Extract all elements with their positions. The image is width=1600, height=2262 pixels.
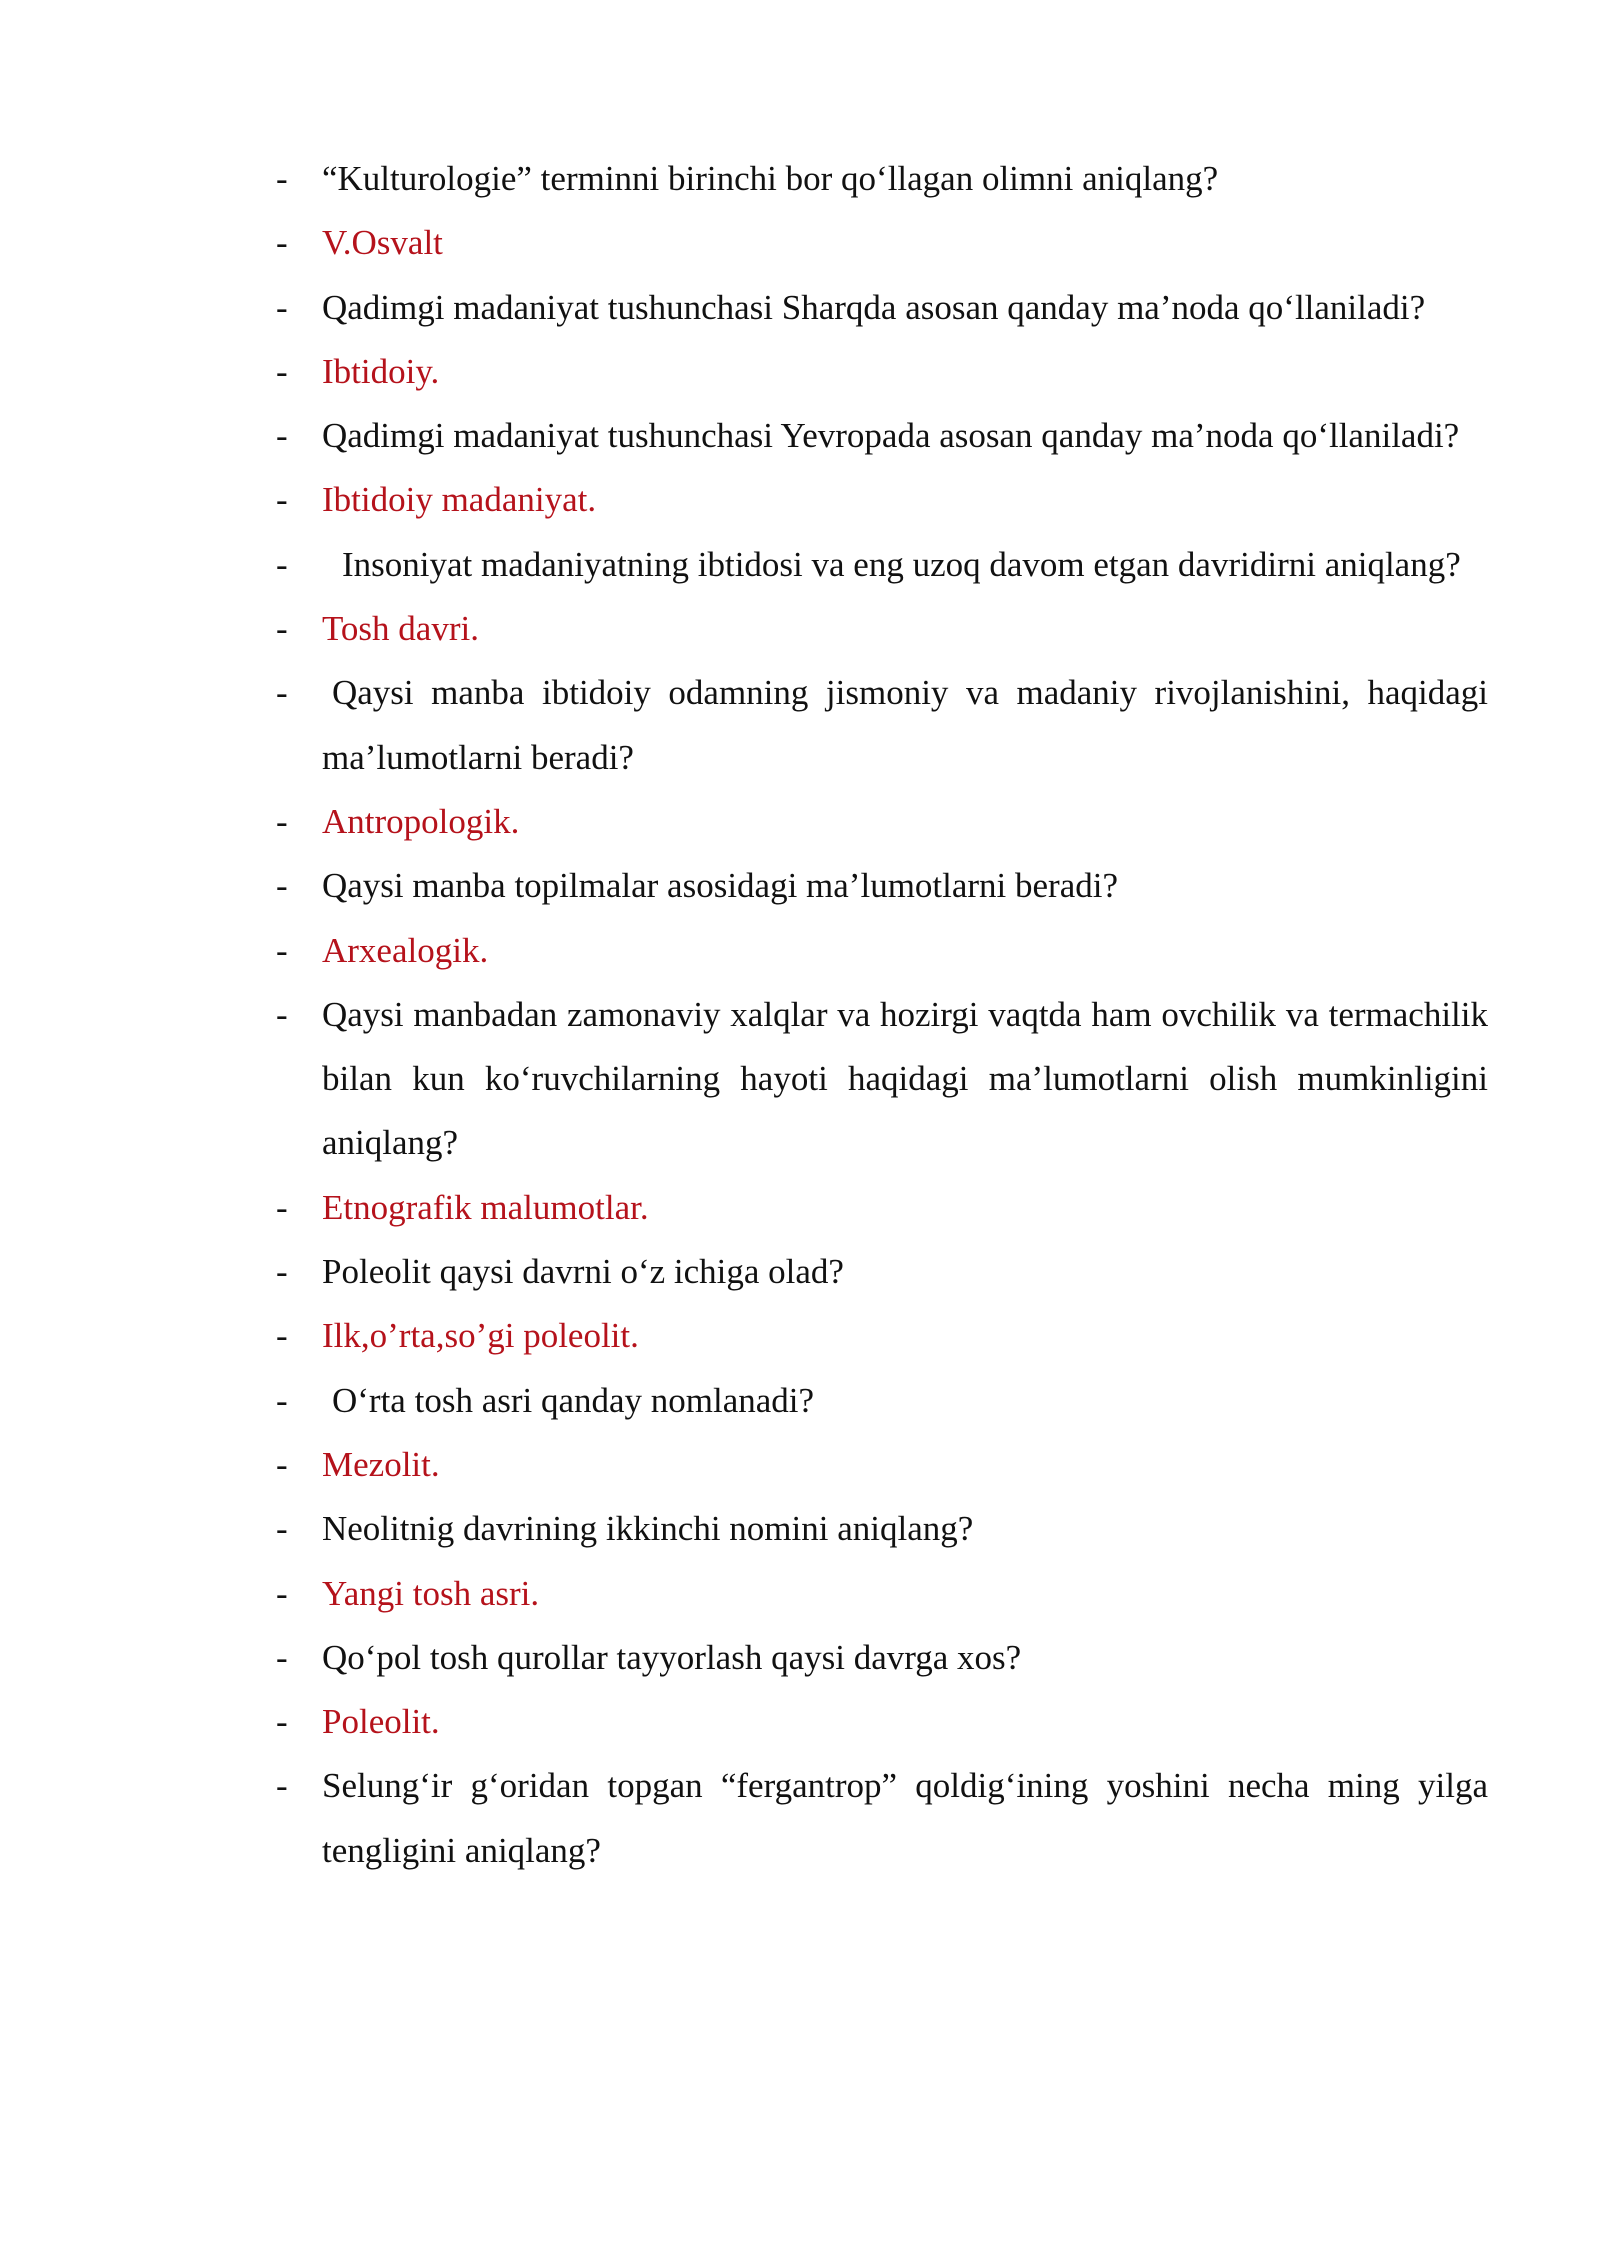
question-item bbox=[270, 854, 1488, 918]
list-dash: - bbox=[276, 1187, 288, 1227]
answer-text: Tosh davri. bbox=[322, 609, 479, 649]
question-item bbox=[270, 533, 1488, 597]
answer-item bbox=[270, 211, 1488, 275]
list-dash: - bbox=[276, 1766, 288, 1806]
list-dash: - bbox=[276, 866, 288, 906]
list-dash: - bbox=[276, 159, 288, 198]
question-text: Qadimgi madaniyat tushunchasi Yevropada asosan qanday ma’noda qo‘llaniladi? bbox=[322, 416, 1460, 456]
question-item bbox=[270, 1240, 1488, 1304]
question-text: Qaysi manba topilmalar asosidagi ma’lumotlarni beradi? bbox=[322, 866, 1119, 906]
list-dash: - bbox=[276, 223, 288, 263]
answer-text: Antropologik. bbox=[322, 801, 520, 841]
question-text: Qaysi manbadan zamonaviy xalqlar va hozirgi vaqtda ham ovchilik va termachilik bilan kun ko‘ruvchilarning hayoti haqidagi ma’lumotlarni olish mumkinligini aniqlang? bbox=[322, 994, 1488, 1163]
question-text: O‘rta tosh asri qanday nomlanadi? bbox=[332, 1380, 815, 1420]
list-dash: - bbox=[276, 609, 288, 649]
list-dash: - bbox=[276, 801, 288, 841]
question-item bbox=[270, 661, 1488, 790]
answer-text: V.Osvalt bbox=[322, 223, 443, 263]
question-item bbox=[270, 983, 1488, 1176]
question-item bbox=[270, 1626, 1488, 1690]
answer-item bbox=[270, 468, 1488, 532]
answer-item bbox=[270, 1562, 1488, 1626]
list-dash: - bbox=[276, 994, 288, 1034]
answer-item bbox=[270, 919, 1488, 983]
question-item bbox=[270, 1754, 1488, 1883]
list-dash: - bbox=[276, 1509, 288, 1549]
list-dash: - bbox=[276, 480, 288, 520]
answer-item bbox=[270, 1176, 1488, 1240]
answer-text: Etnografik malumotlar. bbox=[322, 1187, 649, 1227]
answer-item bbox=[270, 340, 1488, 404]
answer-item bbox=[270, 1304, 1488, 1368]
question-text: Qadimgi madaniyat tushunchasi Sharqda asosan qanday ma’noda qo‘llaniladi? bbox=[322, 287, 1426, 327]
list-dash: - bbox=[276, 1637, 288, 1677]
question-item bbox=[270, 147, 1488, 211]
question-text: “Kulturologie” terminni birinchi bor qo‘llagan olimni aniqlang? bbox=[322, 159, 1219, 198]
answer-text: Ilk,o’rta,so’gi poleolit. bbox=[322, 1316, 639, 1356]
question-item bbox=[270, 276, 1488, 340]
question-item bbox=[270, 1369, 1488, 1433]
list-dash: - bbox=[276, 416, 288, 456]
list-dash: - bbox=[276, 1252, 288, 1292]
question-answer-list bbox=[270, 147, 1488, 1883]
question-item bbox=[270, 404, 1488, 468]
answer-text: Mezolit. bbox=[322, 1444, 440, 1484]
question-item bbox=[270, 1497, 1488, 1561]
list-dash: - bbox=[276, 287, 288, 327]
answer-text: Yangi tosh asri. bbox=[322, 1573, 540, 1613]
list-dash: - bbox=[276, 1444, 288, 1484]
question-text: Neolitnig davrining ikkinchi nomini aniqlang? bbox=[322, 1509, 974, 1549]
list-dash: - bbox=[276, 1316, 288, 1356]
question-text: Qo‘pol tosh qurollar tayyorlash qaysi davrga xos? bbox=[322, 1637, 1022, 1677]
answer-item bbox=[270, 597, 1488, 661]
answer-item bbox=[270, 1690, 1488, 1754]
answer-text: Ibtidoiy. bbox=[322, 351, 440, 391]
question-text: Poleolit qaysi davrni o‘z ichiga olad? bbox=[322, 1252, 844, 1292]
answer-text: Ibtidoiy madaniyat. bbox=[322, 480, 597, 520]
list-dash: - bbox=[276, 351, 288, 391]
answer-text: Poleolit. bbox=[322, 1702, 440, 1742]
list-dash: - bbox=[276, 930, 288, 970]
answer-item bbox=[270, 790, 1488, 854]
answer-text: Arxealogik. bbox=[322, 930, 489, 970]
list-dash: - bbox=[276, 1702, 288, 1742]
list-dash: - bbox=[276, 673, 288, 713]
list-dash: - bbox=[276, 1573, 288, 1613]
question-text: Qaysi manba ibtidoiy odamning jismoniy va madaniy rivojlanishini, haqidagi ma’lumotlarni beradi? bbox=[322, 673, 1488, 777]
list-dash: - bbox=[276, 544, 288, 584]
list-dash: - bbox=[276, 1380, 288, 1420]
question-text: Selung‘ir g‘oridan topgan “fergantrop” qoldig‘ining yoshini necha ming yilga tengligini aniqlang? bbox=[322, 1766, 1488, 1870]
answer-item bbox=[270, 1433, 1488, 1497]
question-text: Insoniyat madaniyatning ibtidosi va eng uzoq davom etgan davridirni aniqlang? bbox=[342, 544, 1461, 584]
